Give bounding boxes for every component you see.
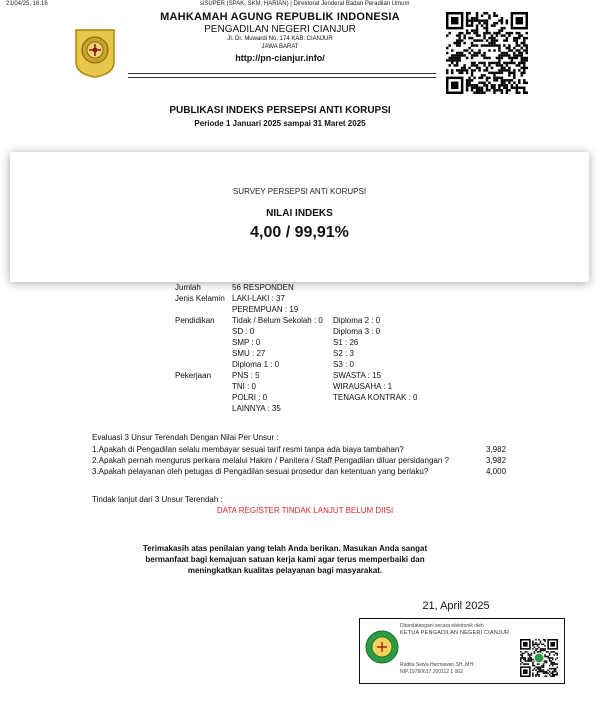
letterhead-divider <box>128 73 436 78</box>
gender-male: LAKI-LAKI : 37 <box>232 294 285 303</box>
court-name: PENGADILAN NEGERI CIANJUR <box>204 24 356 35</box>
education-item: S3 : 0 <box>333 360 354 369</box>
signatory-nip: NIP.19780617 200112 1 002 <box>400 669 463 675</box>
education-label: Pendidikan <box>175 316 215 325</box>
print-source: siSUPER (SPAK, SKM, HARIAN) | Direktorat Jenderal Badan Peradilan Umum <box>200 1 410 7</box>
job-label: Pekerjaan <box>175 371 212 380</box>
gender-label: Jenis Kelamin <box>175 294 225 303</box>
job-item: SWASTA : 15 <box>333 371 382 380</box>
evaluation-item-score: 3,982 <box>486 445 507 454</box>
education-item: SMU : 27 <box>232 349 266 358</box>
signature-qr-icon <box>520 639 558 677</box>
court-seal-icon <box>364 627 400 667</box>
education-item: SD : 0 <box>232 327 255 336</box>
qr-code-icon <box>446 12 528 94</box>
job-item: PNS : 5 <box>232 371 260 380</box>
signatory-title: KETUA PENGADILAN NEGERI CIANJUR <box>400 630 510 636</box>
job-item: WIRAUSAHA : 1 <box>333 382 393 391</box>
education-item: Tidak / Belum Sekolah : 0 <box>232 316 323 325</box>
education-item: S2 : 3 <box>333 349 354 358</box>
education-item: Diploma 2 : 0 <box>333 316 381 325</box>
court-address: Jl. Dr. Muwardi No. 174 KAB. CIANJUR <box>227 36 333 42</box>
job-item: TENAGA KONTRAK : 0 <box>333 393 418 402</box>
print-datetime: 21/04/25, 16.16 <box>6 1 48 7</box>
survey-name: SURVEY PERSEPSI ANTI KORUPSI <box>232 187 367 196</box>
index-value: 4,00 / 99,91% <box>250 224 349 241</box>
gender-female: PEREMPUAN : 19 <box>232 305 299 314</box>
education-item: SMP : 0 <box>232 338 261 347</box>
evaluation-item-score: 4,000 <box>486 467 507 476</box>
court-emblem-icon <box>72 26 118 78</box>
publication-title: PUBLIKASI INDEKS PERSEPSI ANTI KORUPSI <box>169 105 391 116</box>
signatory-name: Rudita Setya Hermawan,SH.,MH. <box>400 662 475 668</box>
education-item: S1 : 26 <box>333 338 359 347</box>
index-label: NILAI INDEKS <box>266 208 333 219</box>
evaluation-item-text: 2.Apakah pernah mengurus perkara melalui Hakim / Panitera / Staff Pengadilan diluar persidangan ? <box>92 456 449 465</box>
signed-note: Ditandatangani secara elektronik oleh <box>400 623 484 629</box>
signature-date: 21, April 2025 <box>422 600 490 612</box>
publication-period: Periode 1 Januari 2025 sampai 31 Maret 2025 <box>194 119 366 128</box>
electronic-signature-box <box>359 618 565 684</box>
job-item: LAINNYA : 35 <box>232 404 281 413</box>
education-item: Diploma 3 : 0 <box>333 327 381 336</box>
institution-name: MAHKAMAH AGUNG REPUBLIK INDONESIA <box>160 11 400 23</box>
follow-up-heading: Tindak lanjut dari 3 Unsur Terendah : <box>92 495 223 504</box>
education-item: Diploma 1 : 0 <box>232 360 280 369</box>
jumlah-label: Jumlah <box>175 283 201 292</box>
job-item: TNI : 0 <box>232 382 257 391</box>
closing-message: Terimakasih atas penilaian yang telah Anda berikan. Masukan Anda sangat bermanfaat bagi kemajuan satuan kerja kami agar terus memperbaiki dan meningkatkan kualitas pelayanan bagi masyarakat. <box>142 544 428 575</box>
index-result-card <box>10 152 589 282</box>
evaluation-heading: Evaluasi 3 Unsur Terendah Dengan Nilai Per Unsur : <box>92 433 279 442</box>
evaluation-item-text: 1.Apakah di Pengadilan selalu membayar sesuai tarif resmi tanpa ada biaya tambahan? <box>92 445 404 454</box>
evaluation-item-text: 3.Apakah pelayanan oleh petugas di Pengadilan sesuai prosedur dan ketentuan yang berlaku? <box>92 467 429 476</box>
court-province: JAWA BARAT <box>261 44 299 50</box>
court-website[interactable]: http://pn-cianjur.info/ <box>235 53 325 63</box>
evaluation-item-score: 3,982 <box>486 456 507 465</box>
jumlah-value: 56 RESPONDEN <box>232 283 294 292</box>
job-item: POLRI : 0 <box>232 393 268 402</box>
follow-up-status: DATA REGISTER TINDAK LANJUT BELUM DIISI <box>216 506 394 515</box>
